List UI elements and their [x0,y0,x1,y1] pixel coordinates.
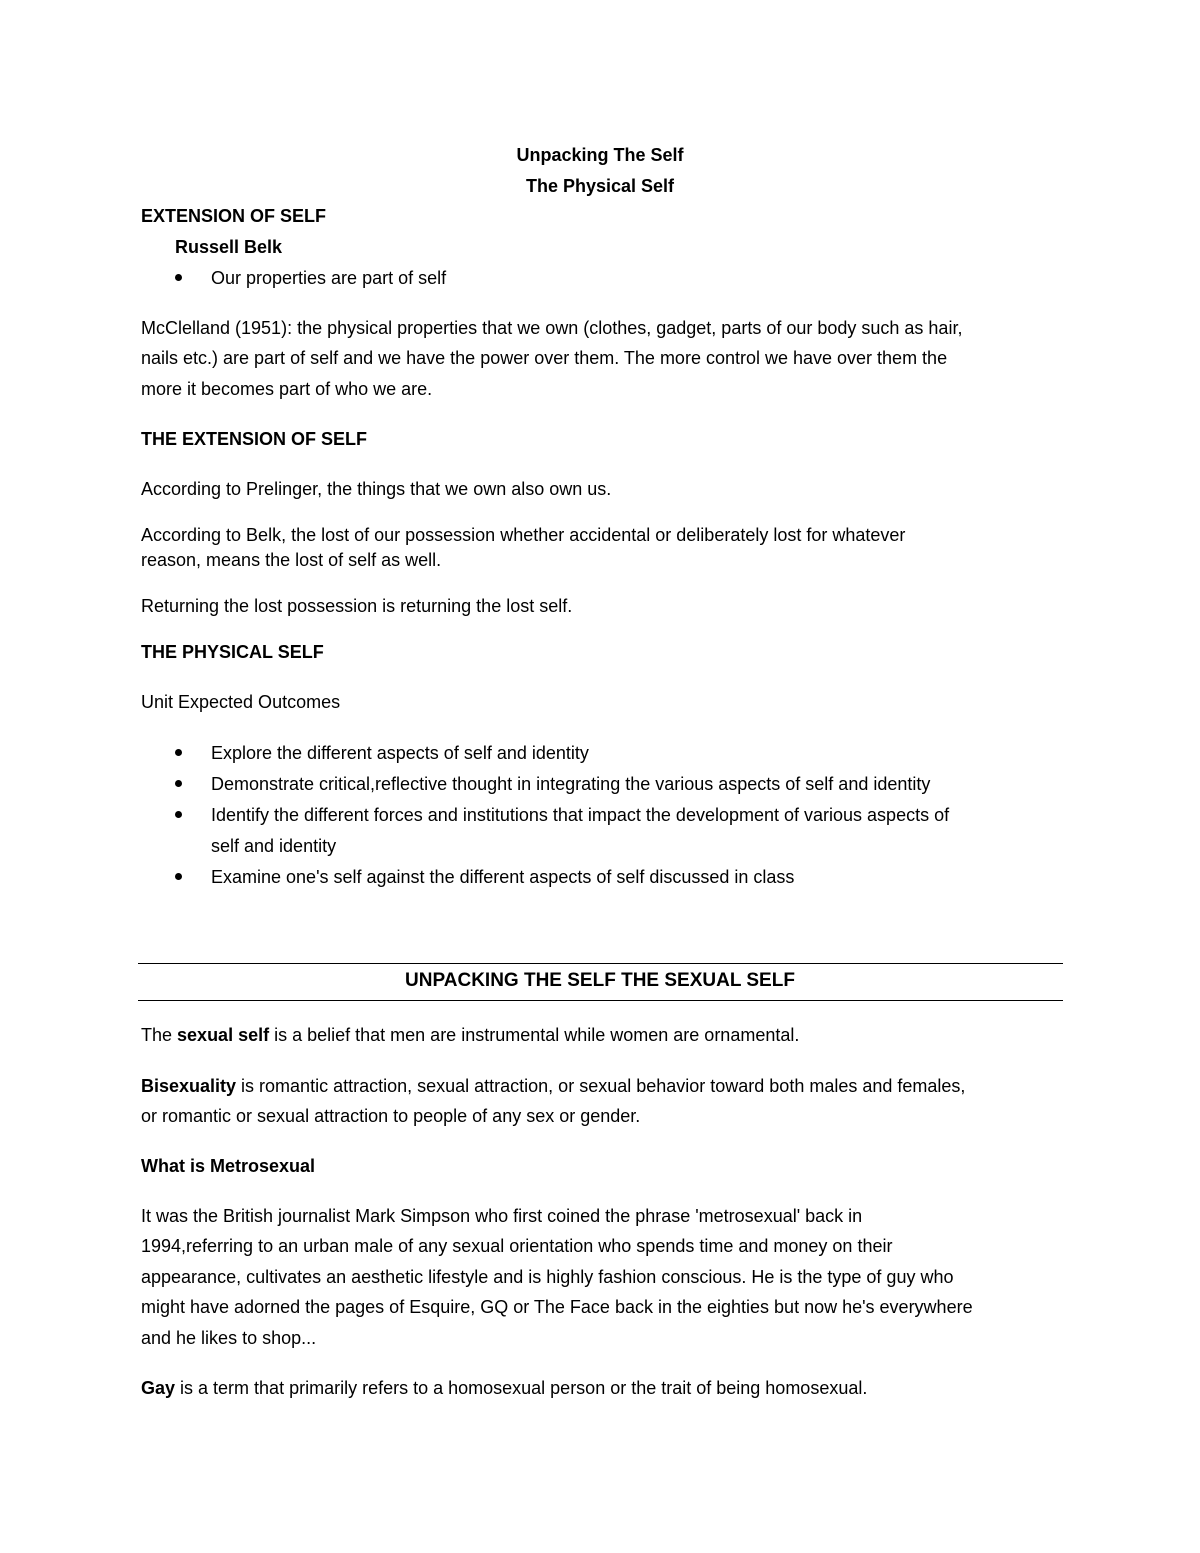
bullet-icon [175,749,182,756]
outcomes-label: Unit Expected Outcomes [141,692,341,712]
document-subtitle: The Physical Self [525,176,675,196]
sexual-section-title: UNPACKING THE SELF THE SEXUAL SELF [405,970,795,991]
gay-term: Gay [141,1378,176,1398]
section-top-rule [138,963,1063,964]
metrosexual-heading: What is Metrosexual [141,1156,316,1176]
belk-line: reason, means the lost of self as well. [141,550,442,570]
bisexuality-paragraph [141,1075,965,1097]
extension-heading: EXTENSION OF SELF [141,206,327,226]
section-bottom-rule [138,1000,1063,1001]
mcclelland-line: more it becomes part of who we are. [141,379,433,399]
outcome-item: Identify the different forces and institutions that impact the development of various aspects of [211,805,950,825]
outcome-item: Explore the different aspects of self and identity [211,743,589,763]
bullet-icon [175,780,182,787]
sexual-self-definition: is a belief that men are instrumental while women are ornamental. [269,1025,800,1045]
author-name: Russell Belk [175,237,283,257]
metrosexual-line: 1994,referring to an urban male of any sexual orientation who spends time and money on their [141,1236,893,1256]
sexual-self-paragraph [141,1024,799,1046]
sexual-self-pre: The [141,1025,178,1045]
properties-bullet: Our properties are part of self [211,268,447,288]
mcclelland-line: McClelland (1951): the physical properties that we own (clothes, gadget, parts of our body such as hair, [141,318,963,338]
bisexuality-definition: is romantic attraction, sexual attraction, or sexual behavior toward both males and females, [236,1076,966,1096]
metrosexual-line: It was the British journalist Mark Simpson who first coined the phrase 'metrosexual' back in [141,1206,863,1226]
metrosexual-line: appearance, cultivates an aesthetic lifestyle and is highly fashion conscious. He is the type of guy who [141,1267,954,1287]
physical-self-heading: THE PHYSICAL SELF [141,642,324,662]
mcclelland-line: nails etc.) are part of self and we have the power over them. The more control we have over them the [141,348,948,368]
bullet-icon [175,811,182,818]
bisexuality-line-2: or romantic or sexual attraction to people of any sex or gender. [141,1106,641,1126]
outcome-item: Examine one's self against the different aspects of self discussed in class [211,867,795,887]
the-extension-heading: THE EXTENSION OF SELF [141,429,368,449]
metrosexual-line: and he likes to shop... [141,1328,317,1348]
sexual-self-term: sexual self [177,1025,270,1045]
bullet-icon [175,274,182,281]
prelinger-paragraph: According to Prelinger, the things that we own also own us. [141,479,612,499]
gay-paragraph [141,1377,867,1399]
outcome-item: Demonstrate critical,reflective thought in integrating the various aspects of self and identity [211,774,931,794]
bisexuality-term: Bisexuality [141,1076,237,1096]
document-title: Unpacking The Self [516,145,684,165]
metrosexual-line: might have adorned the pages of Esquire, GQ or The Face back in the eighties but now he's everywhere [141,1297,973,1317]
belk-line: According to Belk, the lost of our possession whether accidental or deliberately lost for whatever [141,525,906,545]
outcome-item-continuation: self and identity [211,836,337,856]
returning-paragraph: Returning the lost possession is returning the lost self. [141,596,573,616]
bullet-icon [175,873,182,880]
gay-definition: is a term that primarily refers to a homosexual person or the trait of being homosexual. [175,1378,868,1398]
